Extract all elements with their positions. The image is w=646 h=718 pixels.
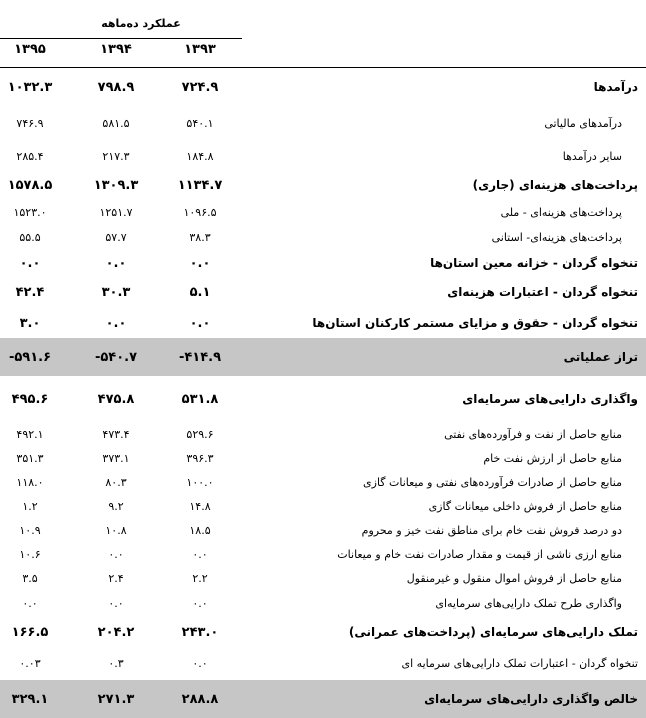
table-top-divider: [0, 67, 646, 68]
value-1394: ۰.۰: [108, 596, 124, 610]
table-row: [0, 616, 646, 648]
value-1395: -۵۹۱.۶: [8, 349, 52, 365]
value-1394: ۰.۰: [105, 315, 127, 331]
year-header-1394: ۱۳۹۴: [100, 42, 132, 57]
value-1394: -۵۴۰.۷: [94, 349, 138, 365]
table-row: [0, 446, 646, 470]
row-label: منابع حاصل از نفت و فرآورده‌های نفتی: [444, 427, 622, 441]
table-row: [0, 170, 646, 200]
row-label: دو درصد فروش نفت خام برای مناطق نفت خیز و محروم: [361, 523, 622, 537]
row-label: تملک دارایی‌های سرمایه‌ای (پرداخت‌های عمرانی): [348, 625, 638, 639]
value-1395: ۰.۰۳: [19, 656, 41, 670]
value-1395: ۰.۰: [22, 596, 38, 610]
value-1395: ۱۰.۹: [19, 523, 41, 537]
row-label: منابع ارزی ناشی از قیمت و مقدار صادرات نفت خام و میعانات: [337, 547, 622, 561]
table-row: [0, 338, 646, 376]
table-row: [0, 200, 646, 224]
value-1394: ۲۱۷.۳: [102, 149, 130, 163]
year-header-1393: ۱۳۹۳: [184, 42, 216, 57]
value-1395: ۱۵۷۸.۵: [7, 177, 53, 193]
value-1393: ۰.۰: [189, 255, 211, 271]
header-divider: [0, 38, 242, 39]
column-group-title: عملکرد ده‌ماهه: [101, 17, 181, 30]
row-label: تنخواه گردان - خزانه معین استان‌ها: [430, 256, 638, 270]
value-1395: ۱۰۳۲.۳: [7, 79, 53, 95]
table-row: [0, 276, 646, 308]
value-1393: ۵۴۰.۱: [186, 116, 214, 130]
value-1393: ۵۲۹.۶: [186, 427, 214, 441]
table-row: [0, 376, 646, 422]
value-1395: ۱۶۶.۵: [11, 624, 49, 640]
value-1393: ۱۸.۵: [189, 523, 211, 537]
value-1394: ۲۰۴.۲: [97, 624, 135, 640]
value-1394: ۹.۲: [108, 499, 124, 513]
value-1395: ۳۲۹.۱: [11, 691, 49, 707]
table-row: [0, 648, 646, 678]
value-1393: ۵۳۱.۸: [181, 391, 219, 407]
table-row: [0, 142, 646, 170]
value-1393: ۷۲۴.۹: [181, 79, 219, 95]
value-1393: ۰.۰: [192, 656, 208, 670]
table-row: [0, 494, 646, 518]
row-label: درآمدها: [593, 80, 638, 94]
row-label: منابع حاصل از فروش اموال منقول و غیرمنقول: [406, 571, 622, 585]
table-row: [0, 518, 646, 542]
value-1394: ۷۹۸.۹: [97, 79, 135, 95]
value-1394: ۱۳۰۹.۳: [93, 177, 139, 193]
value-1393: ۱۸۴.۸: [186, 149, 214, 163]
value-1393: ۰.۰: [192, 596, 208, 610]
value-1395: ۳.۰: [19, 315, 41, 331]
value-1394: ۵۷.۷: [105, 230, 127, 244]
value-1395: ۱۵۲۳.۰: [13, 205, 47, 219]
table-row: [0, 470, 646, 494]
value-1393: ۱۱۳۴.۷: [177, 177, 223, 193]
value-1393: ۰.۰: [192, 547, 208, 561]
row-label: منابع حاصل از فروش داخلی میعانات گازی: [428, 499, 622, 513]
row-label: واگذاری طرح تملک دارایی‌های سرمایه‌ای: [435, 596, 622, 610]
year-header-1395: ۱۳۹۵: [14, 42, 46, 57]
row-label: سایر درآمدها: [562, 149, 622, 163]
value-1393: ۲۸۸.۸: [181, 691, 219, 707]
value-1394: ۱۲۵۱.۷: [99, 205, 133, 219]
row-label: منابع حاصل از صادرات فرآورده‌های نفتی و میعانات گازی: [363, 475, 622, 489]
value-1394: ۴۷۳.۴: [102, 427, 130, 441]
table-row: [0, 308, 646, 338]
row-label: منابع حاصل از ارزش نفت خام: [483, 451, 622, 465]
row-label: تنخواه گردان - حقوق و مزایای مستمر کارکنان استان‌ها: [312, 316, 638, 330]
table-row: [0, 422, 646, 446]
table-row: [0, 590, 646, 616]
value-1393: -۴۱۴.۹: [178, 349, 222, 365]
value-1393: ۱۴.۸: [189, 499, 211, 513]
value-1395: ۴۹۵.۶: [11, 391, 49, 407]
row-label: واگذاری دارایی‌های سرمایه‌ای: [462, 392, 638, 406]
value-1394: ۲۷۱.۳: [97, 691, 135, 707]
value-1393: ۲.۲: [192, 571, 208, 585]
value-1395: ۵۵.۵: [19, 230, 41, 244]
value-1395: ۷۴۶.۹: [16, 116, 44, 130]
value-1393: ۱۰۹۶.۵: [183, 205, 217, 219]
value-1394: ۵۸۱.۵: [102, 116, 130, 130]
value-1395: ۳۵۱.۳: [16, 451, 44, 465]
value-1394: ۰.۰: [108, 547, 124, 561]
value-1394: ۳۷۳.۱: [102, 451, 130, 465]
value-1393: ۳۹۶.۳: [186, 451, 214, 465]
table-row: [0, 250, 646, 276]
value-1393: ۲۴۳.۰: [181, 624, 219, 640]
table-row: [0, 224, 646, 250]
value-1395: ۴۲.۴: [15, 284, 45, 300]
table-row: [0, 542, 646, 566]
value-1393: ۳۸.۳: [189, 230, 211, 244]
value-1394: ۲.۴: [108, 571, 124, 585]
table-row: [0, 70, 646, 104]
row-label: پرداخت‌های هزینه‌ای - ملی: [500, 205, 622, 219]
value-1395: ۳.۵: [22, 571, 38, 585]
table-row: [0, 680, 646, 718]
row-label: درآمدهای مالیاتی: [544, 116, 622, 130]
row-label: پرداخت‌های هزینه‌ای (جاری): [472, 178, 638, 192]
row-label: تراز عملیاتی: [563, 350, 638, 364]
row-label: تنخواه گردان - اعتبارات تملک دارایی‌های سرمایه ای: [401, 656, 638, 670]
value-1394: ۳۰.۳: [101, 284, 131, 300]
value-1394: ۴۷۵.۸: [97, 391, 135, 407]
row-label: پرداخت‌های هزینه‌ای- استانی: [491, 230, 622, 244]
value-1395: ۱۱۸.۰: [16, 475, 44, 489]
table-row: [0, 104, 646, 142]
value-1393: ۵.۱: [189, 284, 211, 300]
value-1395: ۰.۰: [19, 255, 41, 271]
value-1395: ۴۹۲.۱: [16, 427, 44, 441]
table-row: [0, 566, 646, 590]
value-1394: ۱۰.۸: [105, 523, 127, 537]
value-1395: ۲۸۵.۴: [16, 149, 44, 163]
value-1395: ۱.۲: [22, 499, 38, 513]
value-1395: ۱۰.۶: [19, 547, 41, 561]
value-1394: ۰.۰: [105, 255, 127, 271]
value-1393: ۱۰۰.۰: [186, 475, 214, 489]
value-1394: ۸۰.۳: [105, 475, 127, 489]
row-label: تنخواه گردان - اعتبارات هزینه‌ای: [447, 285, 638, 299]
value-1394: ۰.۳: [108, 656, 124, 670]
value-1393: ۰.۰: [189, 315, 211, 331]
row-label: خالص واگذاری دارایی‌های سرمایه‌ای: [424, 692, 638, 706]
